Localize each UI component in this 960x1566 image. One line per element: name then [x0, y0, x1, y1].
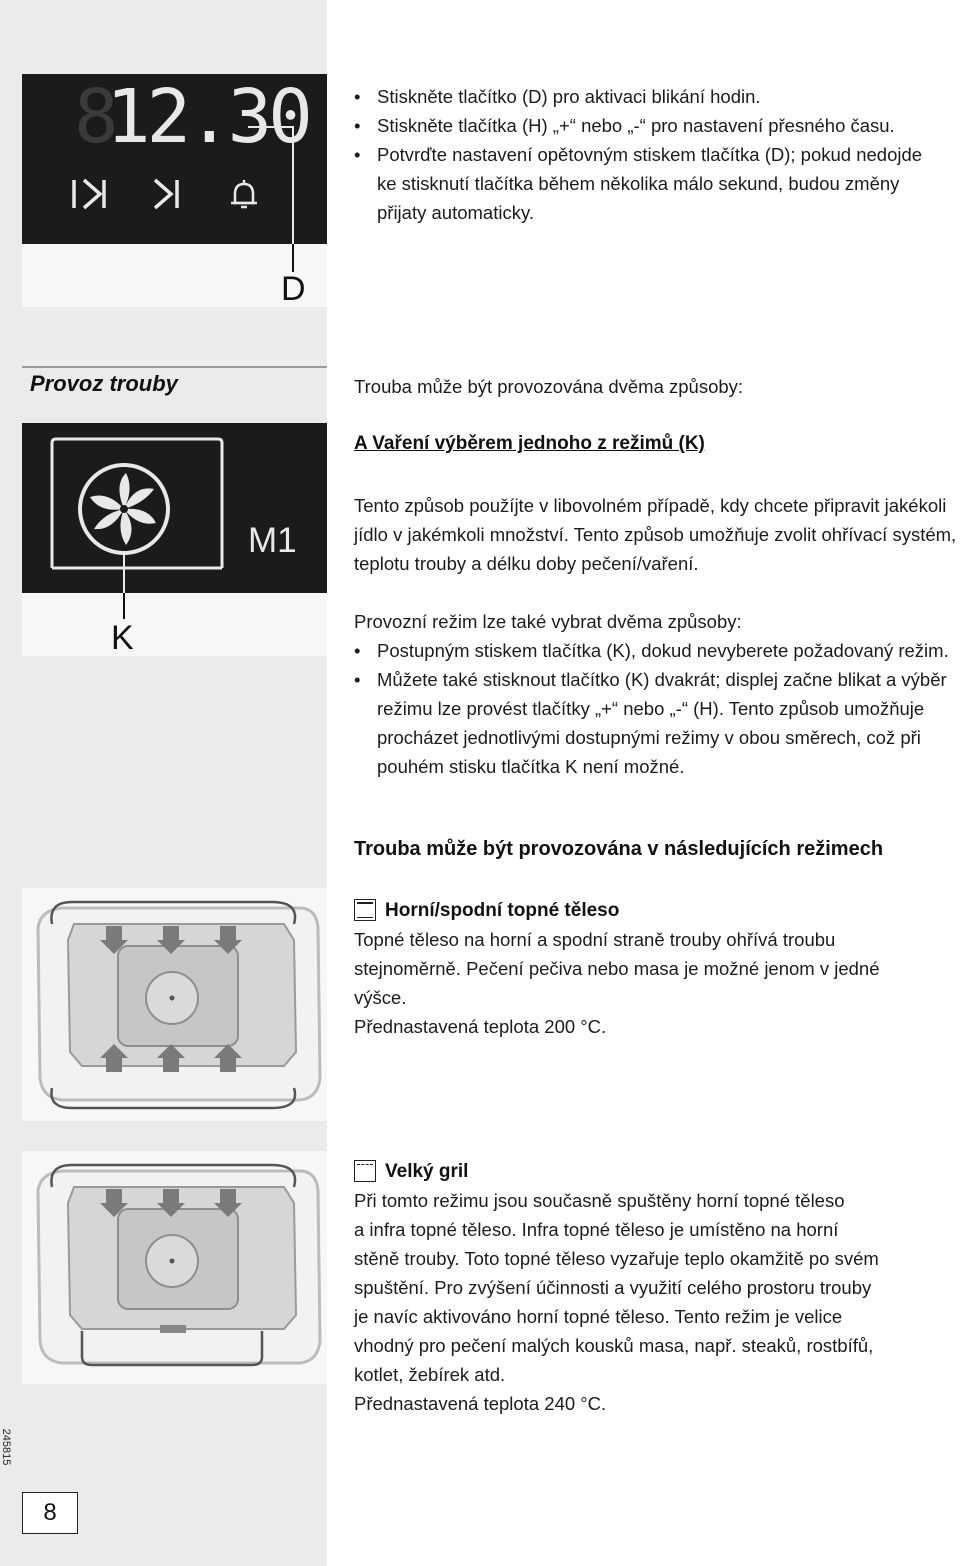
- page-number: 8: [22, 1492, 78, 1534]
- text-line: stěně trouby. Toto topné těleso vyzařuje teplo okamžitě po svém: [354, 1248, 879, 1269]
- top-bottom-heater-icon: [354, 899, 376, 921]
- time-display: 12.30: [106, 74, 309, 160]
- mode-label: M1: [248, 521, 297, 560]
- oven-illustration-top-bottom: [22, 888, 327, 1121]
- list-item: • Stiskněte tlačítka (H) „+“ nebo „-“ pro nastavení přesného času.: [354, 111, 934, 140]
- ghost-segment: 8: [74, 74, 117, 160]
- mode-panel: [22, 423, 327, 656]
- text-line: výšce.: [354, 987, 407, 1008]
- mode-description-top-bottom: [354, 925, 959, 1041]
- text-line: vhodný pro pečení malých kousků masa, např. steaků, rostbífů,: [354, 1335, 874, 1356]
- text-line: kotlet, žebírek atd.: [354, 1364, 506, 1385]
- label-d: D: [281, 270, 306, 308]
- text-line: Topné těleso na horní a spodní straně trouby ohřívá troubu: [354, 929, 836, 950]
- mode-title-top-bottom: Horní/spodní topné těleso: [385, 900, 620, 921]
- document-code: 245815: [0, 1428, 12, 1466]
- clock-instructions: [354, 82, 934, 227]
- oven-illustration-grill: [22, 1151, 327, 1384]
- text-line: Přednastavená teplota 200 °C.: [354, 1016, 607, 1037]
- list-item: • Potvrďte nastavení opětovným stiskem tlačítka (D); pokud nedojde ke stisknutí tlačítka během několika málo sekund, budou změny přijaty automaticky.: [354, 140, 934, 227]
- method-a-heading: A Vaření výběrem jednoho z režimů (K): [354, 433, 705, 454]
- pointer-line-k: [22, 423, 327, 656]
- method-a-paragraph: Tento způsob použíjte v libovolném případě, kdy chcete připravit jakékoli jídlo v jakémkoli množství. Tento způsob umožňuje zvolit ohřívací systém, teplotu trouby a délku doby pečení/vaření.: [354, 495, 957, 574]
- mode-title-grill: Velký gril: [385, 1161, 469, 1182]
- large-grill-icon: [354, 1160, 376, 1182]
- text-line: je navíc aktivováno horní topné těleso. Tento režim je velice: [354, 1306, 843, 1327]
- text-line: Přednastavená teplota 240 °C.: [354, 1393, 607, 1414]
- text-line: stejnoměrně. Pečení pečiva nebo masa je možné jenom v jedné: [354, 958, 880, 979]
- text-line: a infra topné těleso. Infra topné těleso je umístěno na horní: [354, 1219, 839, 1240]
- section-title: Provoz trouby: [30, 371, 178, 396]
- list-item: • Postupným stiskem tlačítka (K), dokud nevyberete požadovaný režim.: [354, 636, 959, 665]
- select-bullets: [354, 636, 959, 781]
- clock-panel: [22, 74, 327, 307]
- text-line: spuštění. Pro zvýšení účinnosti a využití celého prostoru trouby: [354, 1277, 872, 1298]
- list-item: • Stiskněte tlačítko (D) pro aktivaci blikání hodin.: [354, 82, 934, 111]
- label-k: K: [111, 619, 134, 657]
- list-item: • Můžete také stisknout tlačítko (K) dvakrát; displej začne blikat a výběr režimu lze provést tlačítky „+“ nebo „-“ (H). Tento způsob umožňuje procházet jednotlivými dostupnými režimy v obou směrech, což při pouhém stisku tlačítka K není možné.: [354, 665, 959, 781]
- oven-grill-svg: [22, 1151, 327, 1384]
- section-intro: Trouba může být provozována dvěma způsoby:: [354, 376, 744, 397]
- mode-description-grill: [354, 1186, 959, 1418]
- oven-top-bottom-svg: [22, 888, 327, 1121]
- section-rule: [22, 366, 327, 368]
- text-line: Při tomto režimu jsou současně spuštěny horní topné těleso: [354, 1190, 845, 1211]
- select-intro: Provozní režim lze také vybrat dvěma způsoby:: [354, 611, 742, 632]
- modes-heading: Trouba může být provozována v následujících režimech: [354, 838, 884, 860]
